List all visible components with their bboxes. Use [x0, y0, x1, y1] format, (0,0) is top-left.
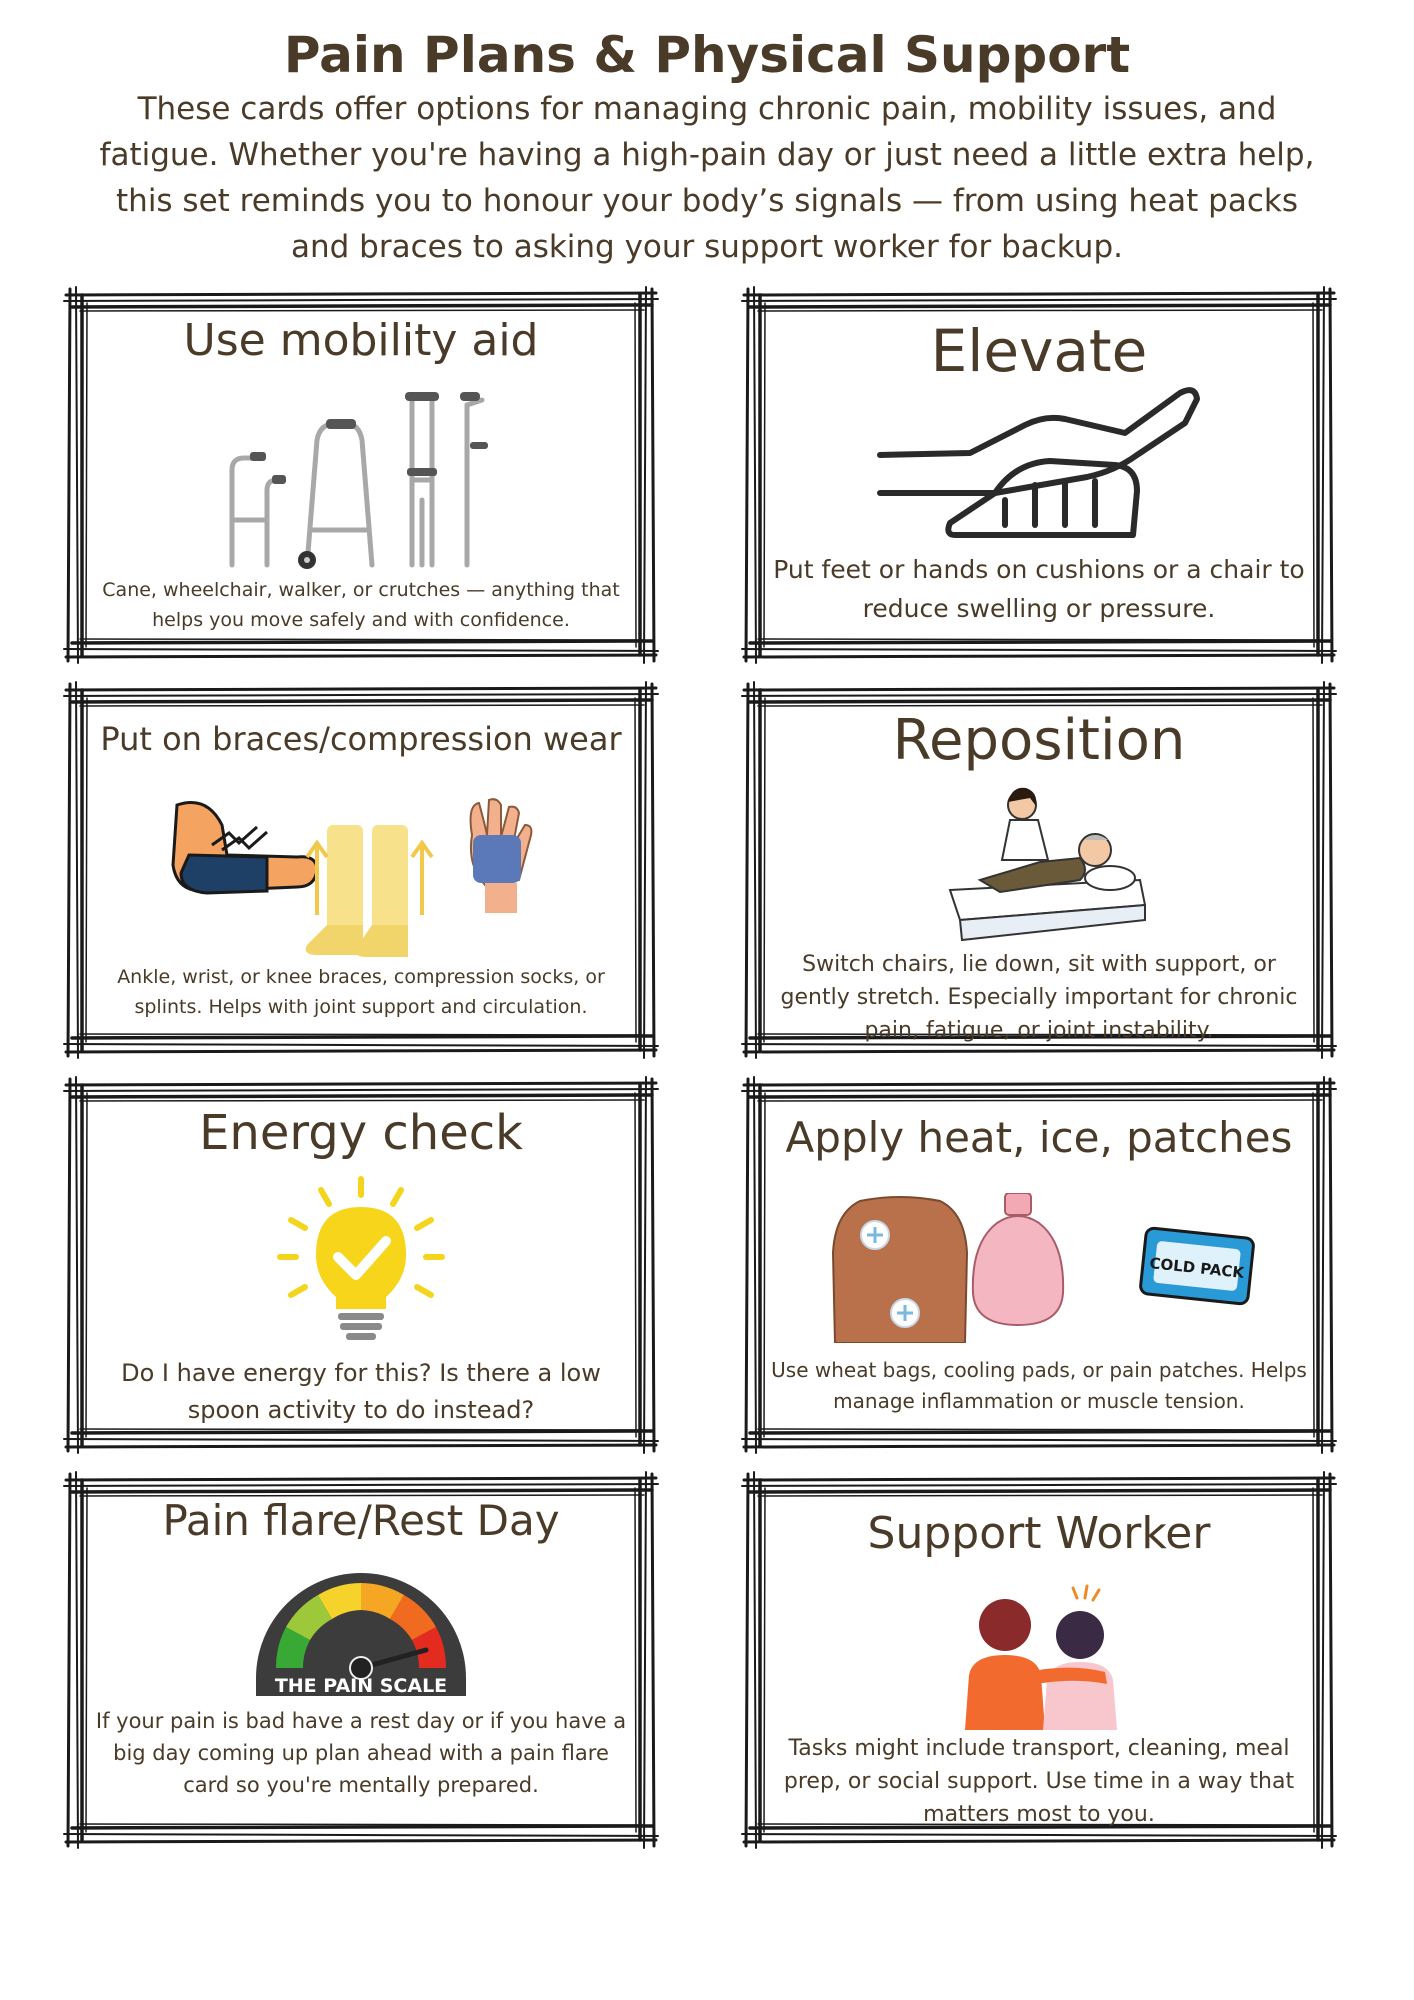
pain-scale-gauge-icon [256, 1558, 466, 1696]
card-title: Support Worker [867, 1508, 1211, 1559]
card-description: Put feet or hands on cushions or a chair to reduce swelling or pressure. [773, 555, 1305, 623]
card-reposition [740, 680, 1338, 1060]
card-pain-flare-rest-day [62, 1470, 660, 1850]
intro-paragraph: These cards offer options for managing chronic pain, mobility issues, and fatigue. Whether you're having a high-pain day or just need a little extra help, this set reminds you to honour your body’s signals — from using heat packs and braces to asking your support worker for backup. [99, 91, 1315, 265]
elevated-leg-icon [875, 385, 1215, 545]
card-braces-compression [62, 680, 660, 1060]
card-use-mobility-aid [62, 285, 660, 665]
card-description: Ankle, wrist, or knee braces, compression socks, or splints. Helps with joint support and circulation. [117, 966, 605, 1018]
card-apply-heat-ice-patches [740, 1075, 1338, 1455]
page-title: Pain Plans & Physical Support [283, 26, 1131, 84]
card-title: Energy check [199, 1105, 523, 1161]
walker-and-crutches-icon [222, 380, 502, 570]
card-description: Use wheat bags, cooling pads, or pain patches. Helps manage inflammation or muscle tension. [771, 1358, 1307, 1413]
braces-socks-glove-icon [167, 795, 567, 960]
cold-pack-label: COLD PACK [1148, 1254, 1245, 1282]
lightbulb-check-icon [276, 1175, 446, 1345]
card-description: Tasks might include transport, cleaning, meal prep, or social support. Use time in a way that matters most to you. [783, 1736, 1295, 1827]
card-description: If your pain is bad have a rest day or if you have a big day coming up plan ahead with a pain flare card so you're mentally prepared. [95, 1709, 627, 1797]
heat-ice-patches-icon [825, 1193, 1255, 1343]
card-energy-check [62, 1075, 660, 1455]
card-title: Use mobility aid [183, 315, 539, 366]
card-title: Elevate [930, 317, 1148, 385]
support-worker-hug-icon [955, 1580, 1135, 1730]
card-title: Reposition [892, 708, 1186, 773]
carer-repositioning-patient-icon [940, 780, 1150, 945]
card-description: Cane, wheelchair, walker, or crutches — anything that helps you move safely and with confidence. [102, 579, 620, 631]
card-elevate [740, 285, 1338, 665]
card-description: Switch chairs, lie down, sit with support, or gently stretch. Especially important for chronic pain, fatigue, or joint instability. [780, 952, 1298, 1043]
card-title: Apply heat, ice, patches [785, 1113, 1293, 1162]
card-description: Do I have energy for this? Is there a low spoon activity to do instead? [121, 1359, 601, 1424]
card-support-worker [740, 1470, 1338, 1850]
pain-scale-label: THE PAIN SCALE [274, 1675, 448, 1696]
card-title: Put on braces/compression wear [100, 720, 622, 758]
card-title: Pain flare/Rest Day [162, 1496, 560, 1545]
